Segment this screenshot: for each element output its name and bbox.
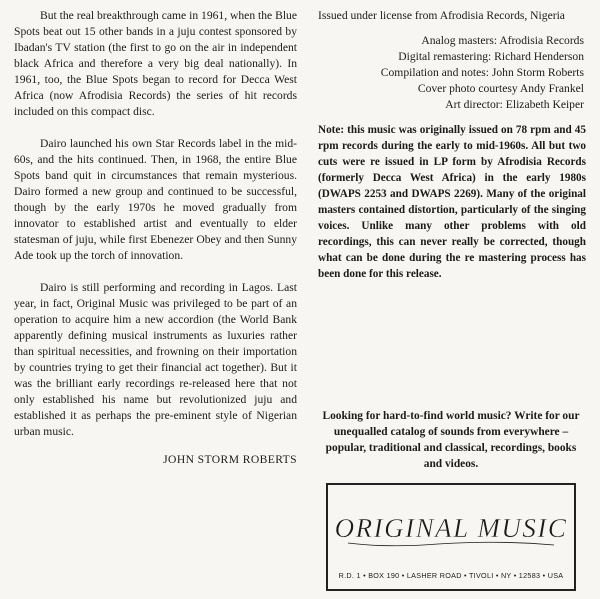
brand-wordmark: ORIGINAL MUSIC (334, 513, 568, 543)
credit-line: Analog masters: Afrodisia Records (421, 34, 584, 47)
license-statement: Issued under license from Afrodisia Records, Nigeria (318, 9, 565, 22)
liner-notes-column (14, 8, 297, 468)
credit-line: Compilation and notes: John Storm Roberts (380, 66, 584, 79)
original-music-wordmark (328, 495, 574, 555)
credit-line: Digital remastering: Richard Henderson (398, 50, 584, 63)
notes-paragraph-3: Dairo is still performing and recording in Lagos. Last year, in fact, Original Music was privileged to be part of an operation to acquire him a new accordion (the World Bank apparently defining musical instruments as luxuries rather than spiritual necessities, and frowning on their importation by countries trying to get their financial act together). But it was the brilliant early recordings re-released here that not only established his name but revolutionized juju and established it as perhaps the pre-eminent style of Nigerian urban music. (14, 281, 297, 438)
credit-line: Cover photo courtesy Andy Frankel (417, 82, 584, 95)
remastering-note: Note: this music was originally issued on 78 rpm and 45 rpm records during the early to mid-1960s. All but two cuts were re issued in LP form by Afrodisia Records (formerly Decca West Africa) in the early 1980s (DWAPS 2253 and DWAPS 2269). Many of the original masters contained distortion, particularly of the singing voices. Unlike many other problems with old recordings, this can never really be corrected, though what can be done during the re mastering process has been done for this release. (318, 124, 586, 280)
notes-paragraph-1: But the real breakthrough came in 1961, when the Blue Spots beat out 15 other bands in a juju contest sponsored by Ibadan's TV station (the first to go on the air in independent black Africa and therefore a very big deal nationally). In 1961, too, the Blue Spots began to record for Decca West Africa (now Afrodisia Records) the series of hit records included on this compact disc. (14, 9, 297, 118)
notes-paragraph-2: Dairo launched his own Star Records label in the mid-60s, and the hits continued. Then, in 1968, the entire Blue Spots band quit in circumstances that remain mysterious. Dairo formed a new group and continued to be successful, though by the early 1970s he moved gradually from innovator to established artist and eventually to elder statesman of juju, while first Ebenezer Obey and then Sunny Ade took up the torch of innovation. (14, 137, 297, 262)
original-music-logo (326, 483, 576, 591)
mailing-address: R.D. 1 • BOX 190 • LASHER ROAD • TIVOLI • NY • 12583 • USA (338, 571, 564, 580)
author-signature: JOHN STORM ROBERTS (163, 453, 297, 466)
catalog-promo: Looking for hard-to-find world music? Write for our unequalled catalog of sounds from everywhere – popular, traditional and classical, recordings, books and videos. (322, 410, 580, 470)
credit-line: Art director: Elizabeth Keiper (445, 98, 584, 111)
credits-list (318, 33, 586, 113)
credits-column (318, 8, 586, 282)
